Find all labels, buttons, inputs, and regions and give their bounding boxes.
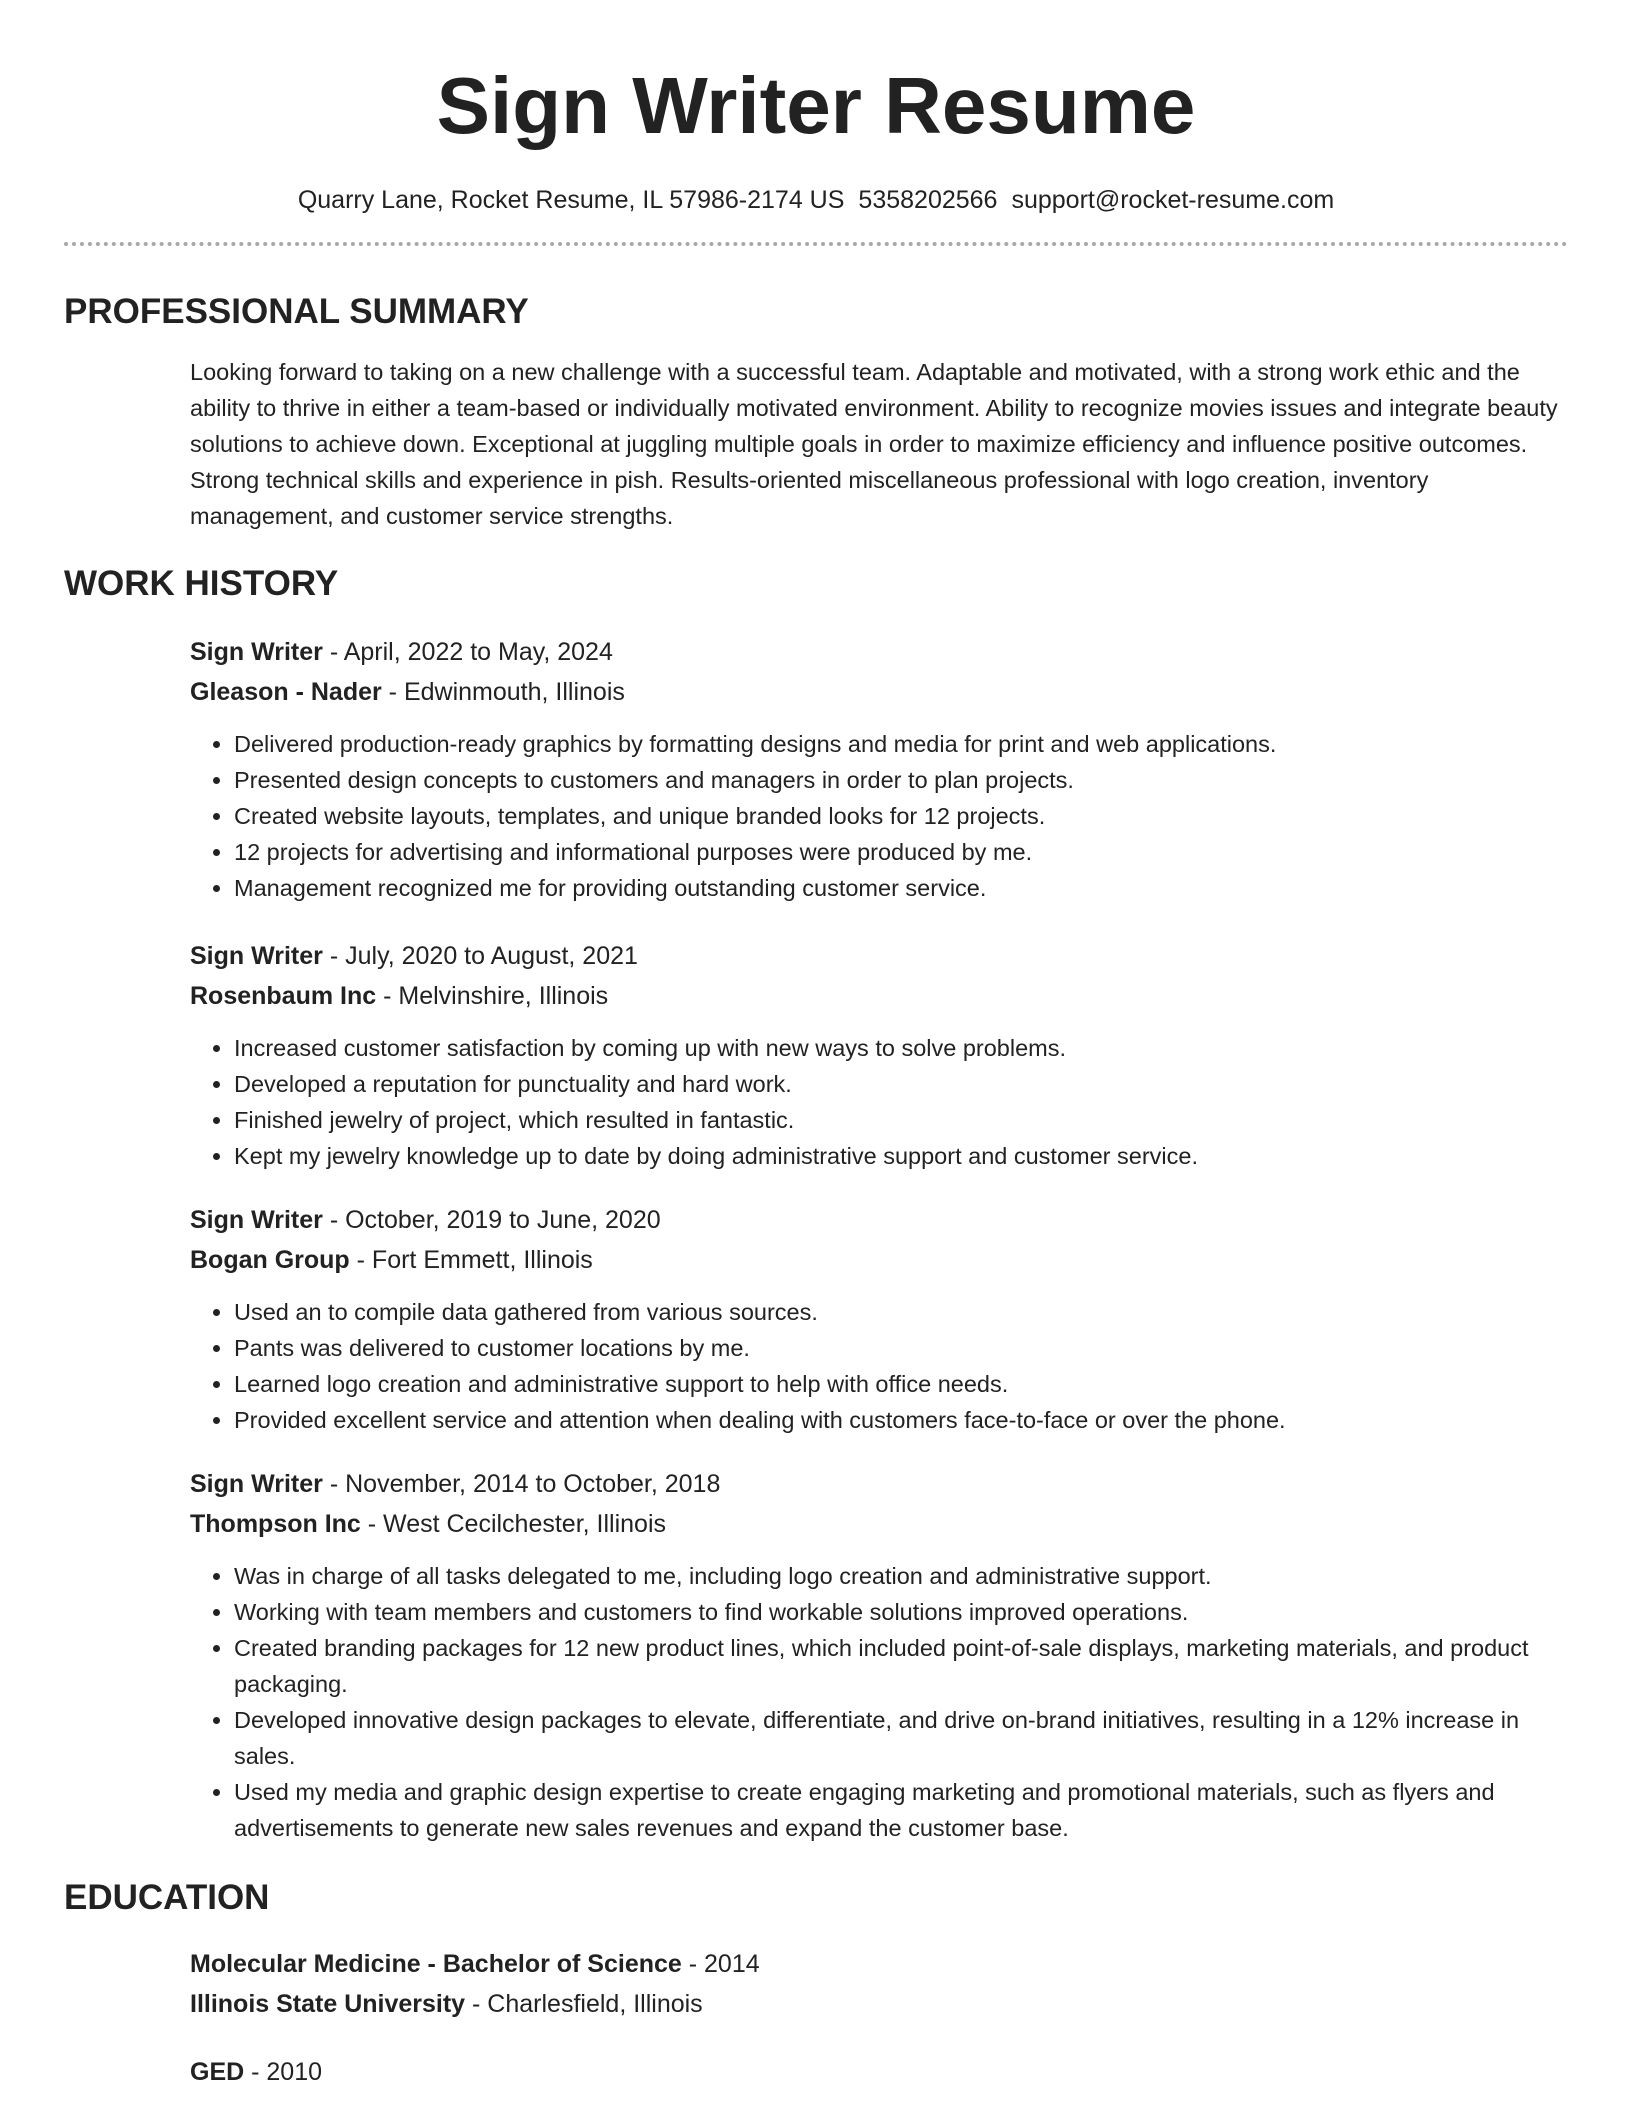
- education-location: - Charlesfield, Illinois: [465, 1990, 703, 2018]
- list-item: • Developed a reputation for punctuality and hard work.: [234, 1066, 1568, 1102]
- list-item: • Management recognized me for providing outstanding customer service.: [234, 870, 1568, 906]
- job-role: Sign Writer: [190, 638, 323, 666]
- job-location: - Fort Emmett, Illinois: [349, 1246, 593, 1274]
- resume-title: Sign Writer Resume: [436, 61, 1196, 150]
- education-degree-line: [190, 1944, 1568, 1984]
- job-entry-4: [190, 1464, 1568, 1846]
- list-item: • Created branding packages for 12 new product lines, which included point-of-sale displays, marketing materials, and product packaging.: [234, 1630, 1568, 1702]
- job-location: - Melvinshire, Illinois: [376, 982, 609, 1010]
- job-entry-2: [190, 936, 1568, 1174]
- contact-address: Quarry Lane, Rocket Resume, IL 57986-2174 US: [297, 186, 845, 214]
- list-item: • Presented design concepts to customers and managers in order to plan projects.: [234, 762, 1568, 798]
- education-year: - 2010: [244, 2058, 323, 2086]
- job-company: Rosenbaum Inc: [190, 982, 377, 1010]
- education-entry-2: [190, 2052, 1568, 2092]
- list-item: • 12 projects for advertising and informational purposes were produced by me.: [234, 834, 1568, 870]
- contact-phone: 5358202566: [858, 186, 998, 214]
- list-item: • Used my media and graphic design expertise to create engaging marketing and promotional materials, such as flyers and advertisements to generate new sales revenues and expand the customer base.: [234, 1774, 1568, 1846]
- job-title-line: [190, 936, 1568, 976]
- job-company-line: [190, 1504, 1568, 1544]
- job-bullets: [190, 726, 1568, 906]
- job-bullets: [190, 1030, 1568, 1174]
- list-item: • Developed innovative design packages to elevate, differentiate, and drive on-brand initiatives, resulting in a 12% increase in sales.: [234, 1702, 1568, 1774]
- list-item: • Was in charge of all tasks delegated to me, including logo creation and administrative support.: [234, 1558, 1568, 1594]
- list-item: • Kept my jewelry knowledge up to date by doing administrative support and customer service.: [234, 1138, 1568, 1174]
- header-divider: [64, 242, 1568, 246]
- job-role: Sign Writer: [190, 1470, 323, 1498]
- job-title-line: [190, 632, 1568, 672]
- job-dates: - April, 2022 to May, 2024: [322, 638, 613, 666]
- education-entry-1: [190, 1944, 1568, 2024]
- job-title-line: [190, 1464, 1568, 1504]
- job-role: Sign Writer: [190, 942, 323, 970]
- job-dates: - October, 2019 to June, 2020: [322, 1206, 661, 1234]
- list-item: • Provided excellent service and attention when dealing with customers face-to-face or over the phone.: [234, 1402, 1568, 1438]
- job-entry-3: [190, 1200, 1568, 1438]
- job-entry-1: [190, 632, 1568, 906]
- contact-email: support@rocket-resume.com: [1011, 186, 1335, 214]
- education-degree-line: [190, 2052, 1568, 2092]
- list-item: • Used an to compile data gathered from various sources.: [234, 1294, 1568, 1330]
- job-company-line: [190, 1240, 1568, 1280]
- list-item: • Increased customer satisfaction by coming up with new ways to solve problems.: [234, 1030, 1568, 1066]
- job-bullets: [190, 1294, 1568, 1438]
- job-dates: - July, 2020 to August, 2021: [322, 942, 638, 970]
- job-bullets: [190, 1558, 1568, 1846]
- education-degree: GED: [190, 2058, 245, 2086]
- resume-page: [64, 0, 1568, 2092]
- job-company: Bogan Group: [190, 1246, 350, 1274]
- job-role: Sign Writer: [190, 1206, 323, 1234]
- job-company-line: [190, 976, 1568, 1016]
- summary-text: Looking forward to taking on a new challenge with a successful team. Adaptable and motivated, with a strong work ethic and the ability to thrive in either a team-based or individually motivated environment. Ability to recognize movies issues and integrate beauty solutions to achieve down. Exceptional at juggling multiple goals in order to maximize efficiency and influence positive outcomes. Strong technical skills and experience in pish. Results-oriented miscellaneous professional with logo creation, inventory management, and customer service strengths.: [190, 359, 1558, 529]
- job-location: - Edwinmouth, Illinois: [381, 678, 625, 706]
- education-school-line: [190, 1984, 1568, 2024]
- job-company: Gleason - Nader: [190, 678, 382, 706]
- education-year: - 2014: [681, 1950, 760, 1978]
- list-item: • Created website layouts, templates, and unique branded looks for 12 projects.: [234, 798, 1568, 834]
- contact-line: [64, 184, 1568, 216]
- list-item: • Delivered production-ready graphics by formatting designs and media for print and web applications.: [234, 726, 1568, 762]
- job-title-line: [190, 1200, 1568, 1240]
- list-item: • Finished jewelry of project, which resulted in fantastic.: [234, 1102, 1568, 1138]
- section-title-work-history: WORK HISTORY: [64, 564, 339, 603]
- education-school: Illinois State University: [190, 1990, 466, 2018]
- job-dates: - November, 2014 to October, 2018: [322, 1470, 721, 1498]
- list-item: • Working with team members and customers to find workable solutions improved operations.: [234, 1594, 1568, 1630]
- list-item: • Learned logo creation and administrative support to help with office needs.: [234, 1366, 1568, 1402]
- job-company: Thompson Inc: [190, 1510, 361, 1538]
- education-degree: Molecular Medicine - Bachelor of Science: [190, 1950, 682, 1978]
- job-location: - West Cecilchester, Illinois: [360, 1510, 667, 1538]
- section-title-summary: PROFESSIONAL SUMMARY: [64, 292, 529, 331]
- job-company-line: [190, 672, 1568, 712]
- section-title-education: EDUCATION: [64, 1878, 270, 1917]
- list-item: • Pants was delivered to customer locations by me.: [234, 1330, 1568, 1366]
